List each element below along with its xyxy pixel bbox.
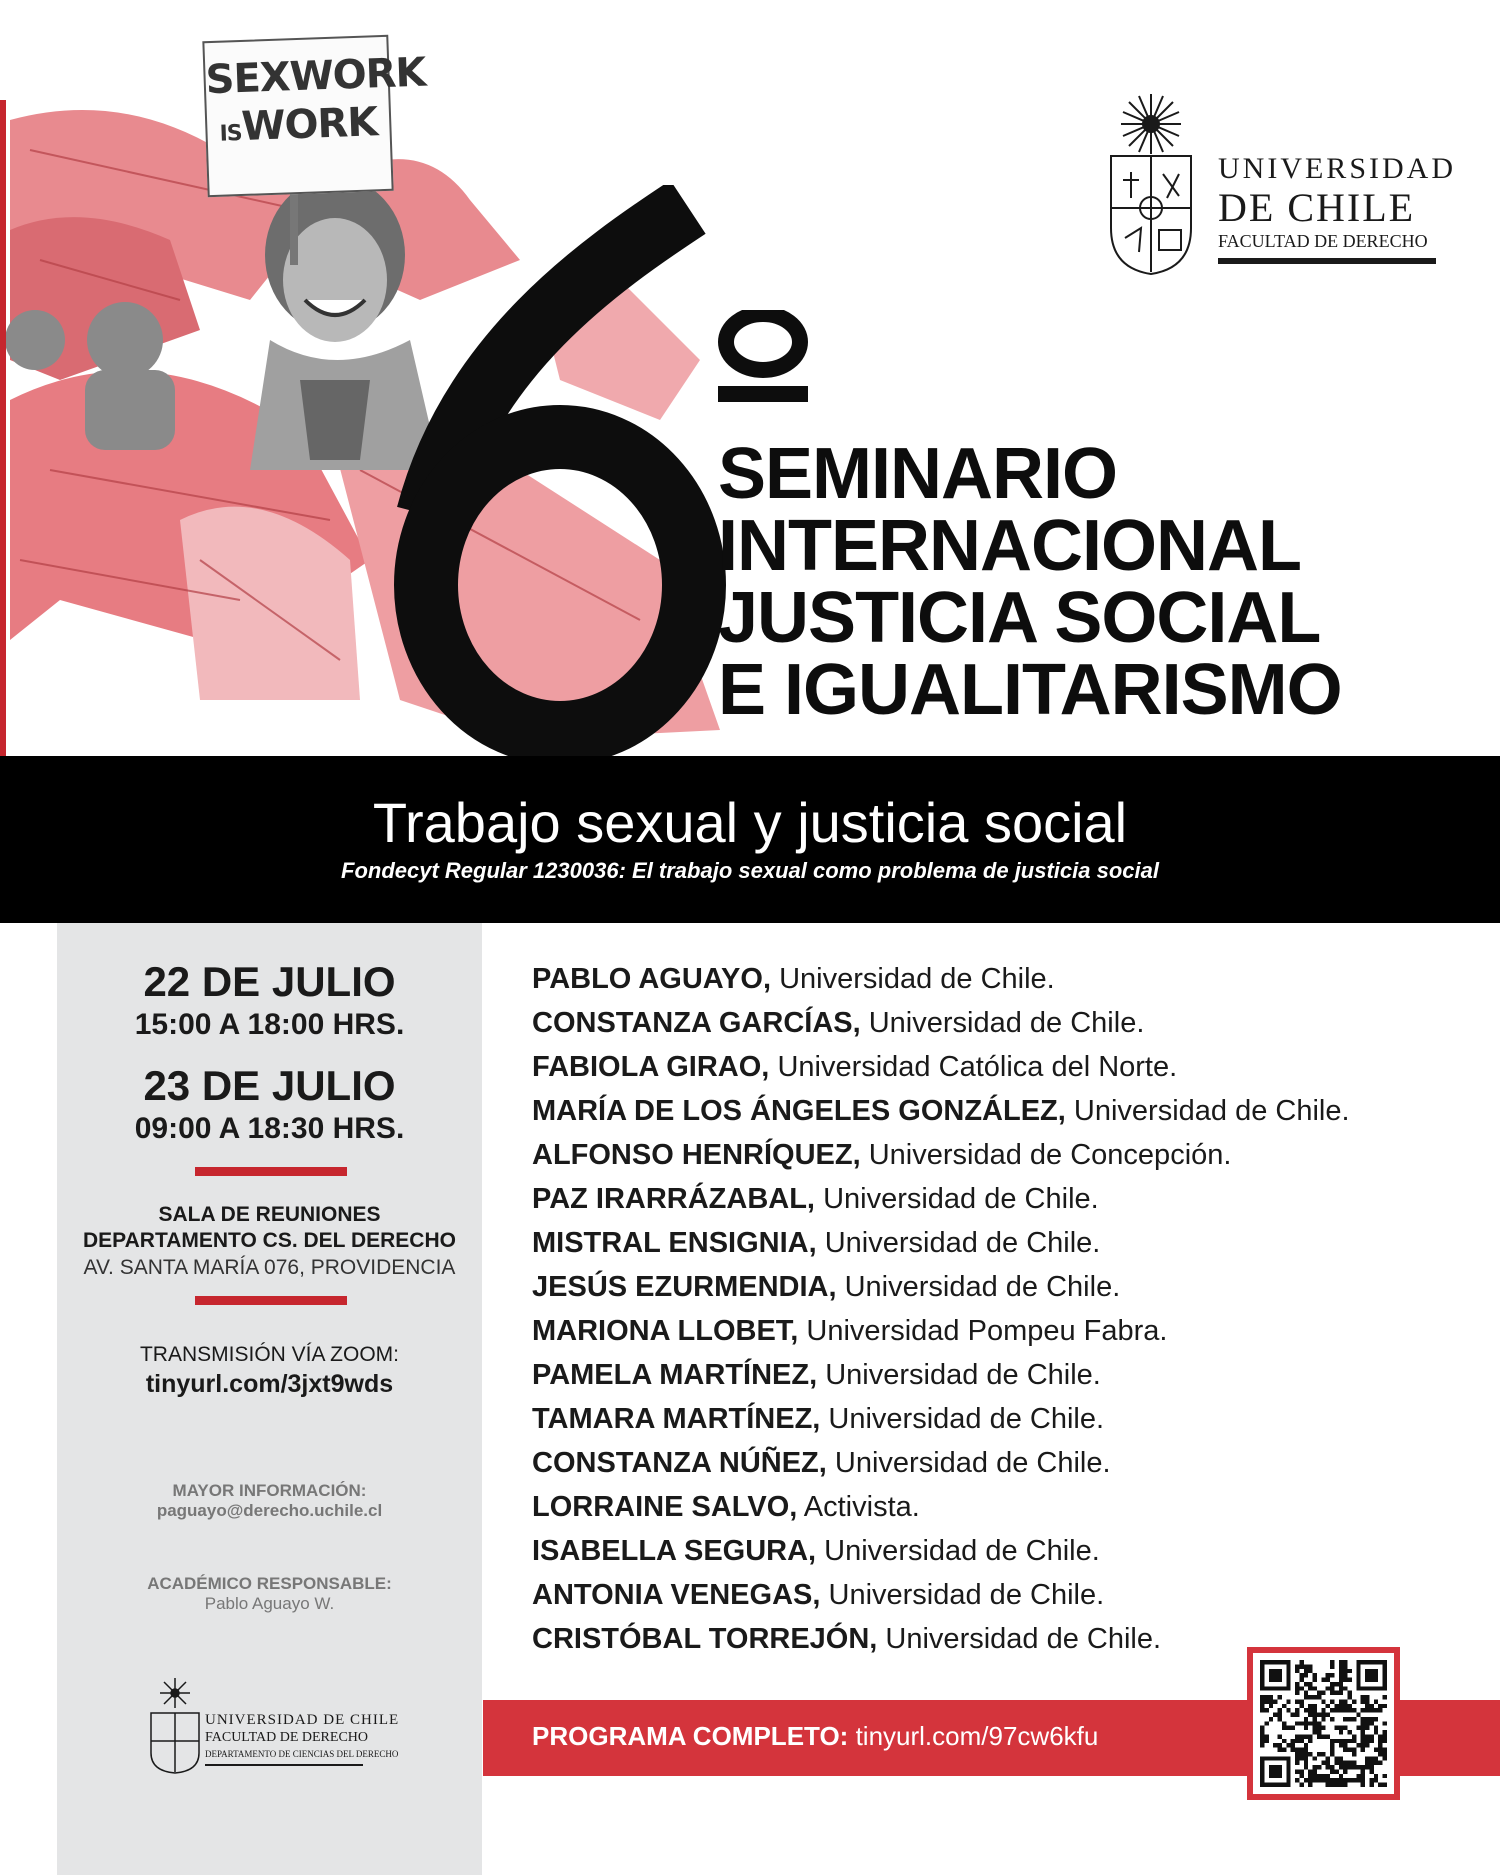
responsible-name: Pablo Aguayo W. [204, 1594, 335, 1613]
speaker-name: ISABELLA SEGURA, [532, 1535, 817, 1567]
logo-line-2: DE CHILE [1218, 185, 1416, 230]
event-subtitle: Trabajo sexual y justicia social [372, 791, 1128, 854]
hours-2: 09:00 A 18:30 HRS. [134, 1112, 405, 1145]
speaker-affiliation: Universidad de Chile. [844, 1271, 1121, 1303]
venue-room: SALA DE REUNIONES [158, 1203, 381, 1226]
small-logo-line-2: FACULTAD DE DERECHO [205, 1730, 368, 1745]
speaker-item [532, 1048, 1482, 1092]
speaker-name: PAZ IRARRÁZABAL, [532, 1183, 815, 1215]
speaker-item [532, 1444, 1482, 1488]
protest-sign [202, 35, 427, 197]
speaker-list [532, 960, 1482, 1664]
speaker-item [532, 1004, 1482, 1048]
speaker-affiliation: Universidad de Chile. [885, 1623, 1162, 1655]
speaker-name: ANTONIA VENEGAS, [532, 1579, 821, 1611]
speaker-affiliation: Universidad Pompeu Fabra. [806, 1315, 1168, 1347]
hours-1: 15:00 A 18:00 HRS. [134, 1008, 405, 1041]
speaker-name: JESÚS EZURMENDIA, [532, 1271, 837, 1303]
small-logo-line-3: DEPARTAMENTO DE CIENCIAS DEL DERECHO [205, 1749, 399, 1759]
speaker-affiliation: Universidad Católica del Norte. [777, 1051, 1178, 1083]
speaker-affiliation: Universidad de Chile. [824, 1227, 1101, 1259]
speaker-name: CONSTANZA NÚÑEZ, [532, 1447, 827, 1479]
speaker-affiliation: Universidad de Chile. [825, 1359, 1101, 1391]
speaker-name: PAMELA MARTÍNEZ, [532, 1359, 818, 1391]
speaker-name: MISTRAL ENSIGNIA, [532, 1227, 817, 1259]
speaker-item [532, 1532, 1482, 1576]
speaker-name: CRISTÓBAL TORREJÓN, [532, 1623, 878, 1655]
speaker-affiliation: Universidad de Chile. [868, 1007, 1145, 1039]
responsible-label: ACADÉMICO RESPONSABLE: [147, 1574, 392, 1593]
speaker-name: PABLO AGUAYO, [532, 963, 772, 995]
speaker-item [532, 1576, 1482, 1620]
program-link[interactable]: tinyurl.com/97cw6kfu [855, 1721, 1099, 1751]
venue-address: AV. SANTA MARÍA 076, PROVIDENCIA [83, 1256, 456, 1279]
small-logo-underline [205, 1764, 363, 1766]
program-link-row[interactable] [532, 1721, 1098, 1752]
speaker-item [532, 1400, 1482, 1444]
red-divider [195, 1167, 347, 1176]
speaker-name: TAMARA MARTÍNEZ, [532, 1403, 821, 1435]
zoom-label: TRANSMISIÓN VÍA ZOOM: [139, 1343, 400, 1366]
date-2: 23 DE JULIO [143, 1062, 396, 1109]
speaker-name: MARIONA LLOBET, [532, 1315, 799, 1347]
speaker-item [532, 960, 1482, 1004]
sign-line-2-small: IS [219, 120, 243, 147]
speaker-affiliation: Universidad de Chile. [828, 1579, 1105, 1611]
program-label: PROGRAMA COMPLETO: [532, 1721, 849, 1751]
speaker-affiliation: Universidad de Chile. [824, 1535, 1100, 1567]
speaker-item [532, 1092, 1482, 1136]
speaker-name: CONSTANZA GARCÍAS, [532, 1007, 861, 1039]
speaker-item [532, 1136, 1482, 1180]
edition-number-six [370, 185, 730, 765]
logo-line-1: UNIVERSIDAD [1218, 152, 1456, 185]
speaker-name: LORRAINE SALVO, [532, 1491, 798, 1523]
title-line-2: INTERNACIONAL [718, 506, 1301, 586]
speaker-item [532, 1356, 1482, 1400]
speaker-affiliation: Universidad de Concepción. [868, 1139, 1232, 1171]
speaker-item [532, 1312, 1482, 1356]
logo-line-3: FACULTAD DE DERECHO [1218, 231, 1428, 251]
sign-line-2 [207, 99, 390, 151]
speaker-affiliation: Activista. [803, 1491, 920, 1523]
edition-ordinal-mark [712, 310, 814, 402]
project-reference: Fondecyt Regular 1230036: El trabajo sexual como problema de justicia social [341, 858, 1159, 883]
red-divider [195, 1296, 347, 1305]
sign-line-1: SEXWORK [204, 49, 427, 104]
zoom-link[interactable]: tinyurl.com/3jxt9wds [145, 1370, 394, 1398]
speaker-name: MARÍA DE LOS ÁNGELES GONZÁLEZ, [532, 1095, 1066, 1127]
sign-line-2-main: WORK [240, 99, 379, 150]
speaker-name: ALFONSO HENRÍQUEZ, [532, 1139, 861, 1171]
speaker-affiliation: Universidad de Chile. [779, 963, 1055, 995]
info-label: MAYOR INFORMACIÓN: [172, 1481, 367, 1500]
speaker-affiliation: Universidad de Chile. [828, 1403, 1105, 1435]
speaker-item [532, 1268, 1482, 1312]
speaker-name: FABIOLA GIRAO, [532, 1051, 770, 1083]
speaker-affiliation: Universidad de Chile. [834, 1447, 1111, 1479]
small-logo-line-1: UNIVERSIDAD DE CHILE [205, 1712, 400, 1728]
venue-department: DEPARTAMENTO CS. DEL DERECHO [83, 1229, 456, 1252]
info-email[interactable]: paguayo@derecho.uchile.cl [156, 1501, 383, 1520]
university-crest-small-icon [145, 1675, 205, 1775]
speaker-item [532, 1224, 1482, 1268]
speaker-item [532, 1488, 1482, 1532]
speaker-affiliation: Universidad de Chile. [823, 1183, 1099, 1215]
speaker-item [532, 1180, 1482, 1224]
title-line-4: E IGUALITARISMO [718, 650, 1342, 730]
logo-underline [1218, 258, 1436, 264]
qr-code-icon[interactable] [1260, 1660, 1387, 1787]
red-edge-bar [0, 100, 6, 760]
date-1: 22 DE JULIO [143, 958, 396, 1005]
title-line-3: JUSTICIA SOCIAL [718, 578, 1321, 658]
speaker-affiliation: Universidad de Chile. [1073, 1095, 1350, 1127]
title-line-1: SEMINARIO [718, 434, 1118, 514]
